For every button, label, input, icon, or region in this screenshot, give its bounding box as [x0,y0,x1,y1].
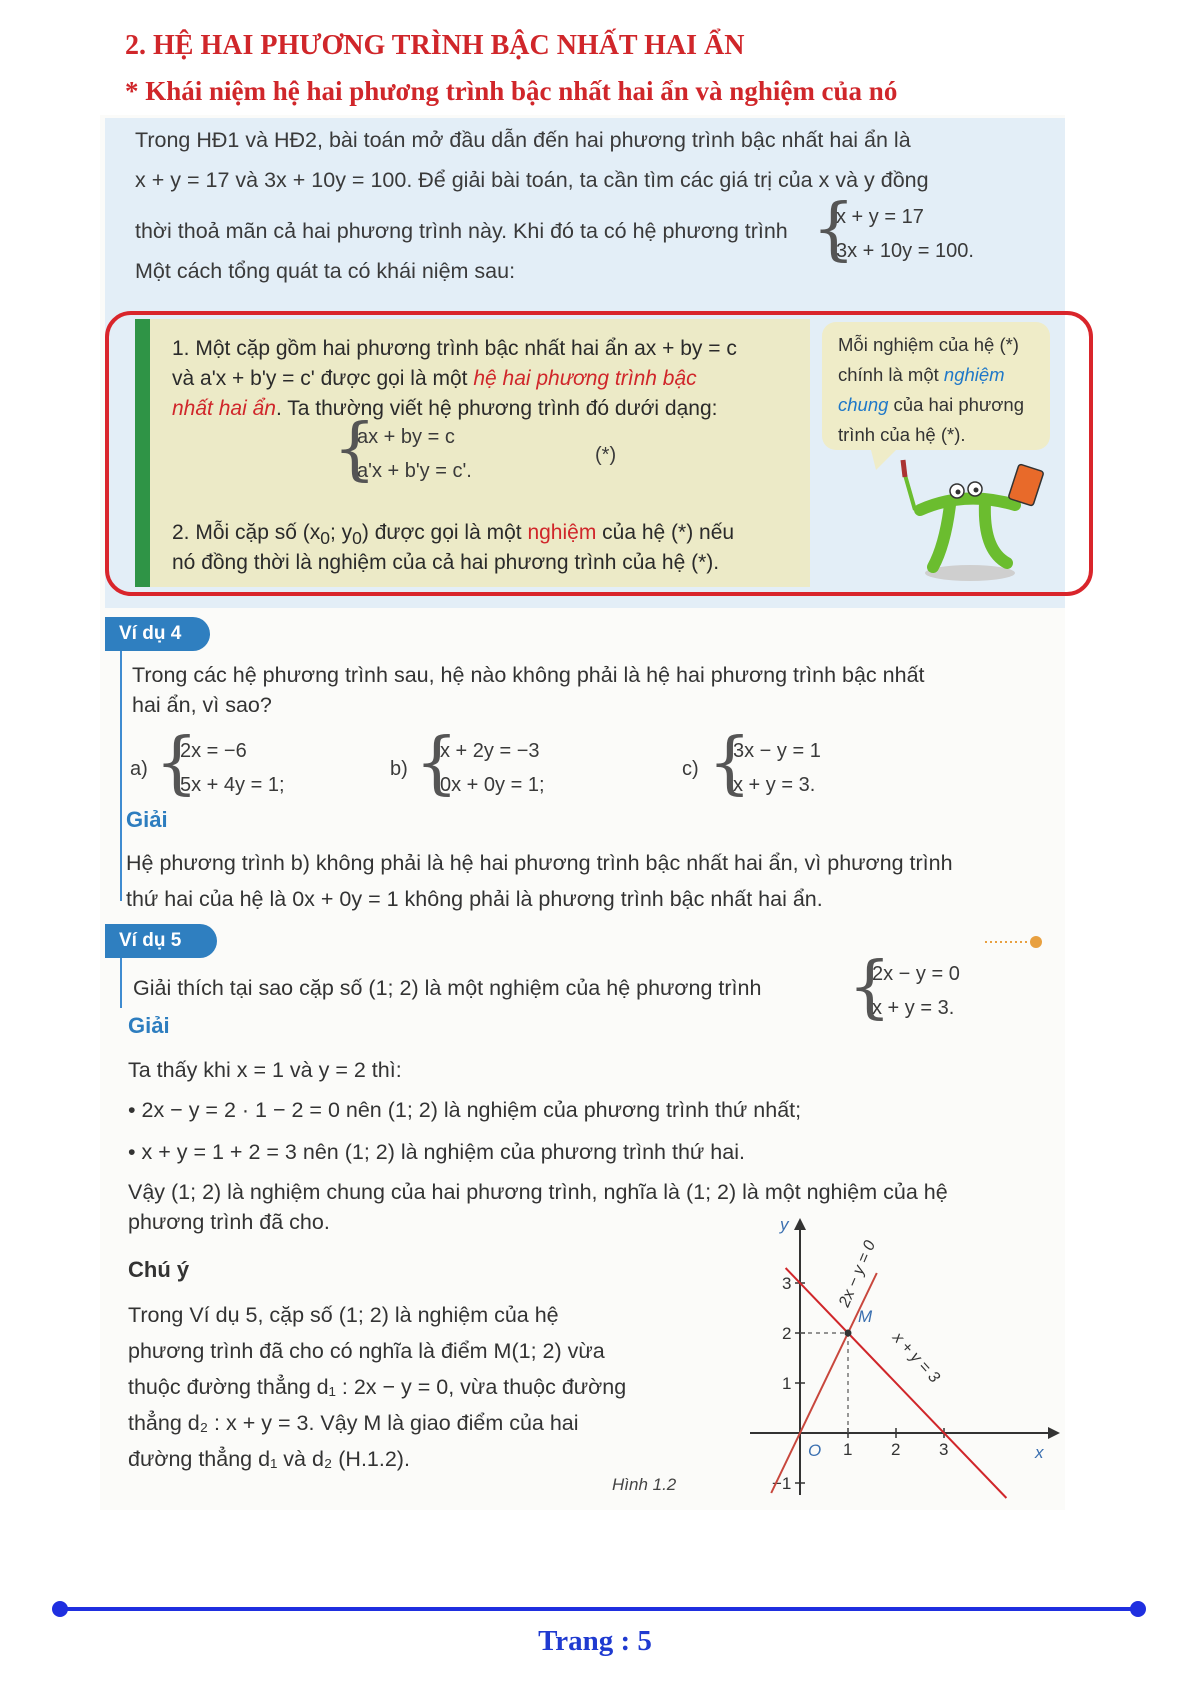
example-4-rule [120,651,122,901]
y-tick-label-2: 2 [782,1324,792,1343]
example-4-c-eq1: 3x − y = 1 [733,740,821,762]
intro-line-1: Trong HĐ1 và HĐ2, bài toán mở đầu dẫn đến hai phương trình bậc nhất hai ẩn là [135,128,911,152]
x-axis-label: x [1035,1443,1044,1462]
def2-text-b: ) được gọi là một [361,521,528,544]
def2-text-c: của hệ (*) nếu [596,521,735,544]
def2-term: nghiệm [527,521,597,544]
point-m-label: M [858,1307,873,1326]
note-line-4: thẳng d₂ : x + y = 3. Vậy M là giao điểm của hai [128,1411,579,1435]
line-1-label: 2x − y = 0 [836,1238,880,1310]
definition-2-line-2: nó đồng thời là nghiệm của cả hai phương trình của hệ (*). [172,551,720,574]
coordinate-graph [730,1210,1070,1500]
x-tick-label-3: 3 [939,1440,949,1459]
definition-1-line-1: 1. Một cặp gồm hai phương trình bậc nhất hai ẩn ax + by = c [172,337,737,360]
x-axis-arrow [1048,1427,1060,1439]
example-4-b-eq2: 0x + 0y = 1; [440,774,545,796]
definition-1-text-end: . Ta thường viết hệ phương trình đó dưới dạng: [275,397,718,420]
definition-system-eq1: ax + by = c [357,426,455,448]
footer-rule [62,1607,1140,1611]
note-label: Chú ý [128,1257,190,1282]
example-5-solution-1: Ta thấy khi x = 1 và y = 2 thì: [128,1058,402,1082]
example-5-tag: Ví dụ 5 [105,924,217,958]
example-5-rule [120,958,122,1008]
bubble-term-end: chung [838,394,889,415]
example-4-a-brace: { [155,724,199,803]
bubble-text-2: chính là một [838,364,944,385]
y-axis-label: y [780,1215,789,1234]
example-4-a-eq1: 2x = −6 [180,740,247,762]
graph-lines [771,1268,1006,1498]
x-tick-label-2: 2 [891,1440,901,1459]
definition-1-text: và a'x + b'y = c' được gọi là một [172,367,474,390]
origin-label: O [808,1441,822,1460]
example-4-b-label: b) [390,758,408,780]
y-tick-label-4: −1 [772,1474,792,1493]
example-4-a-label: a) [130,758,148,780]
y-tick-label-3: 1 [782,1374,792,1393]
footer-rule-right-dot [1130,1601,1146,1617]
definition-brace: { [333,410,377,489]
example-4-solution-1: Hệ phương trình b) không phải là hệ hai phương trình bậc nhất hai ẩn, vì phương trình [126,851,953,875]
example-4-c-brace: { [708,724,752,803]
example-5-solution-3: • x + y = 1 + 2 = 3 nên (1; 2) là nghiệm của phương trình thứ hai. [128,1140,745,1164]
example-4-c-label: c) [682,758,699,780]
definition-term: hệ hai phương trình bậc [473,367,697,390]
note-line-3: thuộc đường thẳng d₁ : 2x − y = 0, vừa thuộc đường [128,1375,627,1399]
example-4-c-eq2: x + y = 3. [733,774,816,796]
section-subtitle: * Khái niệm hệ hai phương trình bậc nhất hai ẩn và nghiệm của nó [125,76,898,106]
definition-highlight-frame [105,311,1093,596]
example-5-solution-5: phương trình đã cho. [128,1210,330,1234]
figure-caption: Hình 1.2 [612,1475,677,1494]
example-4-question-2: hai ẩn, vì sao? [132,693,272,717]
example-4-solution-2: thứ hai của hệ là 0x + 0y = 1 không phải là phương trình bậc nhất hai ẩn. [126,887,823,911]
intro-line-3: thời thoả mãn cả hai phương trình này. Khi đó ta có hệ phương trình [135,219,788,243]
bubble-text-3: của hai phương [888,394,1025,415]
y-tick-label-1: 3 [782,1274,792,1293]
line-d2 [786,1268,1007,1498]
bubble-line-4: trình của hệ (*). [838,424,966,445]
x-tick-label-1: 1 [843,1440,853,1459]
example-4-b-eq1: x + 2y = −3 [440,740,540,762]
example-5-solution-label: Giải [128,1013,170,1038]
definition-system-eq2: a'x + b'y = c'. [357,460,472,482]
y-axis-arrow [794,1218,806,1230]
note-line-2: phương trình đã cho có nghĩa là điểm M(1; 2) vừa [128,1339,605,1363]
footer-rule-left-dot [52,1601,68,1617]
def2-text-a: 2. Mỗi cặp số (x [172,521,321,544]
section-title: 2. HỆ HAI PHƯƠNG TRÌNH BẬC NHẤT HAI ẨN [125,30,745,61]
point-m [845,1330,852,1337]
example-4-tag: Ví dụ 4 [105,617,210,651]
bubble-term: nghiệm [943,364,1005,385]
example-5-eq1: 2x − y = 0 [872,963,960,985]
intro-line-2: x + y = 17 và 3x + 10y = 100. Để giải bài toán, ta cần tìm các giá trị của x và y đồng [135,168,929,192]
note-line-5: đường thẳng d₁ và d₂ (H.1.2). [128,1447,410,1471]
def2-text-mid: ; y [329,521,353,544]
intro-system-eq2: 3x + 10y = 100. [836,240,974,262]
definition-term-end: nhất hai ẩn [172,397,276,420]
intro-brace: { [812,190,856,269]
intro-line-4: Một cách tổng quát ta có khái niệm sau: [135,259,516,283]
example-4-b-brace: { [415,724,459,803]
bubble-line-1: Mỗi nghiệm của hệ (*) [838,334,1019,355]
def2-sub-x: 0 [320,528,330,549]
note-line-1: Trong Ví dụ 5, cặp số (1; 2) là nghiệm của hệ [128,1303,559,1327]
example-5-solution-4: Vậy (1; 2) là nghiệm chung của hai phương trình, nghĩa là (1; 2) là một nghiệm của hệ [128,1180,948,1204]
line-2-label: x + y = 3 [889,1329,943,1387]
def2-sub-y: 0 [352,528,362,549]
page-number: Trang : 5 [538,1625,652,1657]
example-4-a-eq2: 5x + 4y = 1; [180,774,285,796]
dotted-divider [985,935,1045,949]
intro-system-eq1: x + y = 17 [836,206,924,228]
example-5-question: Giải thích tại sao cặp số (1; 2) là một nghiệm của hệ phương trình [133,976,762,1000]
definition-star-label: (*) [595,444,617,466]
example-5-brace: { [848,948,892,1027]
example-4-question-1: Trong các hệ phương trình sau, hệ nào không phải là hệ hai phương trình bậc nhất [132,663,925,687]
example-5-eq2: x + y = 3. [872,997,955,1019]
example-4-solution-label: Giải [126,807,168,832]
example-5-solution-2: • 2x − y = 2 · 1 − 2 = 0 nên (1; 2) là nghiệm của phương trình thứ nhất; [128,1098,802,1122]
